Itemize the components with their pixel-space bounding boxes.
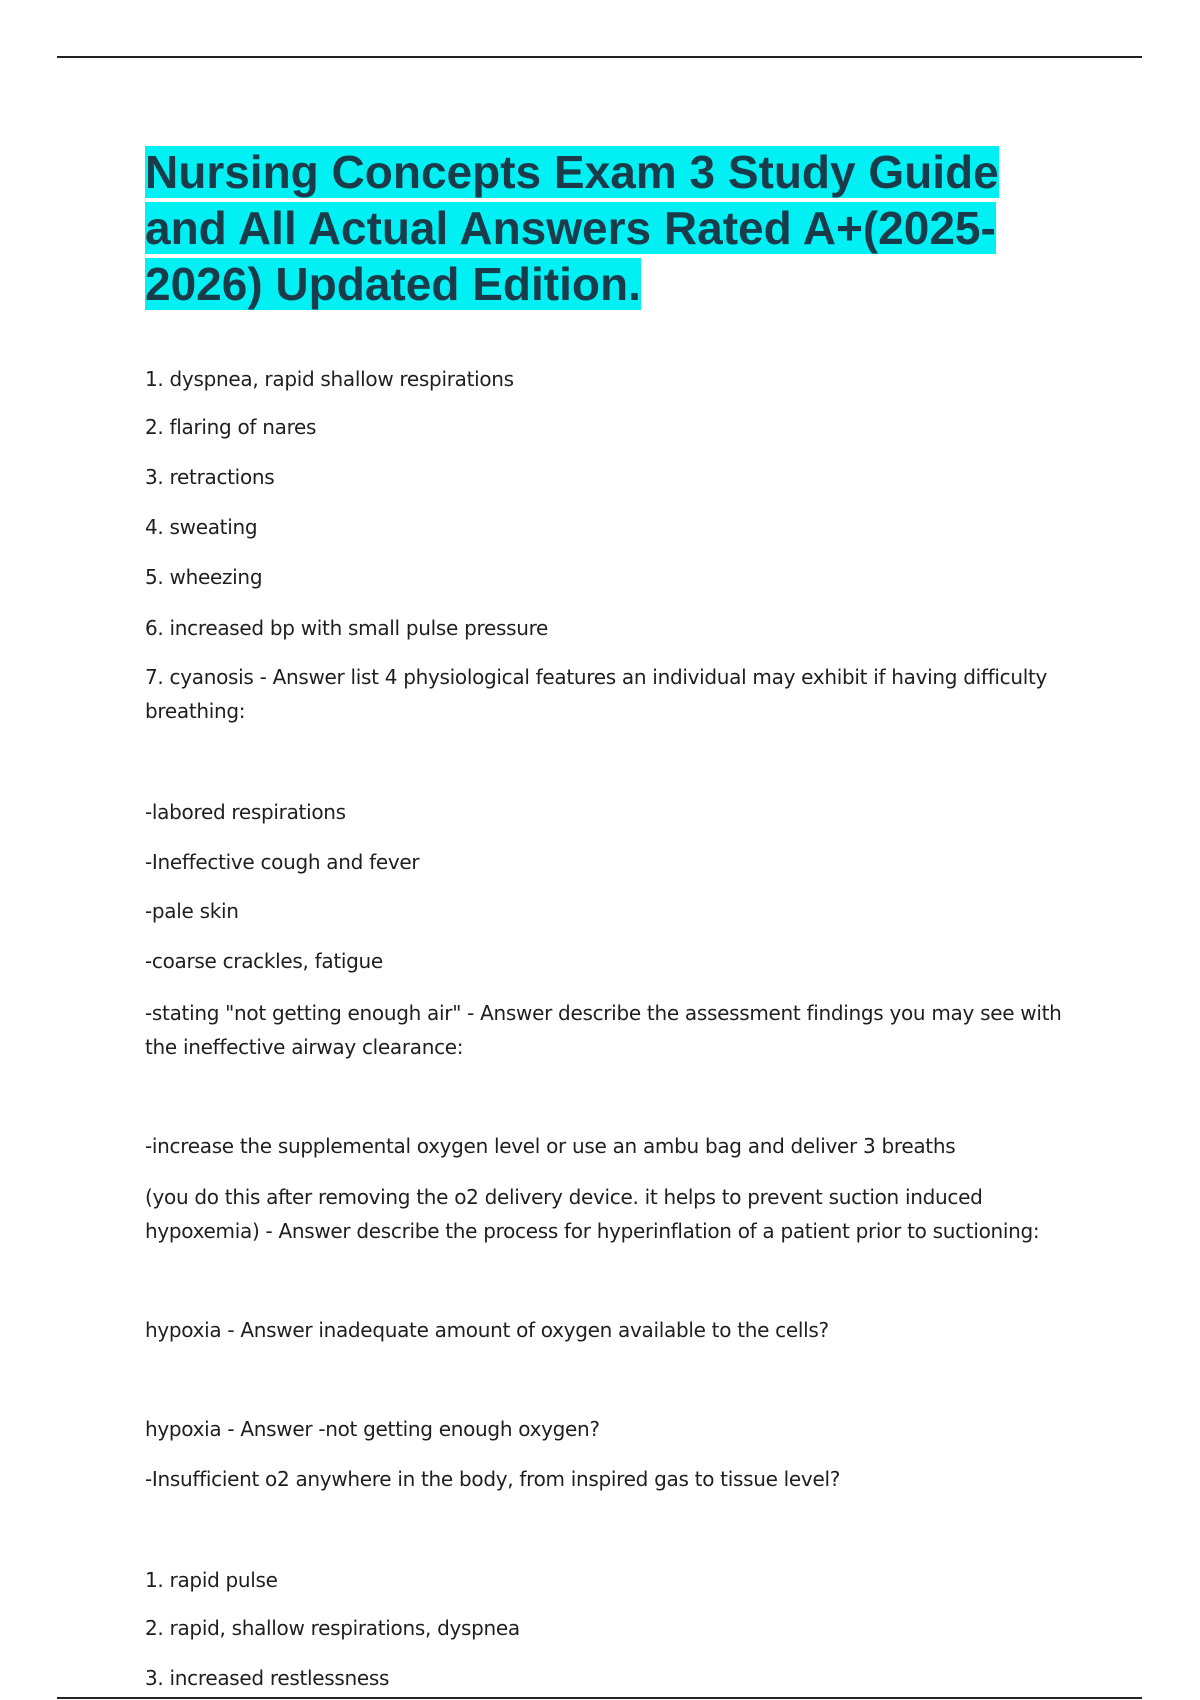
text-line: -Ineffective cough and fever — [145, 850, 420, 874]
text-line: -Insufficient o2 anywhere in the body, from inspired gas to tissue level? — [145, 1467, 841, 1491]
text-line: 3. increased restlessness — [145, 1666, 390, 1690]
text-line: -coarse crackles, fatigue — [145, 949, 383, 973]
text-line: hypoxia - Answer -not getting enough oxygen? — [145, 1417, 600, 1441]
text-line: 1. dyspnea, rapid shallow respirations — [145, 367, 514, 391]
text-line: 3. retractions — [145, 465, 275, 489]
text-line: hypoxia - Answer inadequate amount of oxygen available to the cells? — [145, 1318, 829, 1342]
text-line: (you do this after removing the o2 delivery device. it helps to prevent suction induced hypoxemia) - Answer describe the process for hyperinflation of a patient prior to suctioning: — [145, 1185, 1040, 1243]
text-line: 2. rapid, shallow respirations, dyspnea — [145, 1616, 520, 1640]
text-line: 6. increased bp with small pulse pressure — [145, 616, 549, 640]
text-line: 5. wheezing — [145, 565, 263, 589]
text-line: 1. rapid pulse — [145, 1568, 278, 1592]
top-rule — [57, 56, 1142, 58]
text-line: 4. sweating — [145, 515, 258, 539]
text-line: -labored respirations — [145, 800, 346, 824]
bottom-rule — [57, 1697, 1142, 1699]
text-line: -increase the supplemental oxygen level or use an ambu bag and deliver 3 breaths — [145, 1134, 956, 1158]
text-line: 7. cyanosis - Answer list 4 physiological features an individual may exhibit if having difficulty breathing: — [145, 665, 1048, 723]
title-text: Nursing Concepts Exam 3 Study Guide and All Actual Answers Rated A+(2025-2026) Updated Edition. — [145, 146, 999, 310]
document-title — [145, 144, 1005, 312]
text-line: 2. flaring of nares — [145, 415, 317, 439]
text-line: -pale skin — [145, 899, 239, 923]
text-line: -stating "not getting enough air" - Answer describe the assessment findings you may see with the ineffective airway clearance: — [145, 1001, 1062, 1059]
